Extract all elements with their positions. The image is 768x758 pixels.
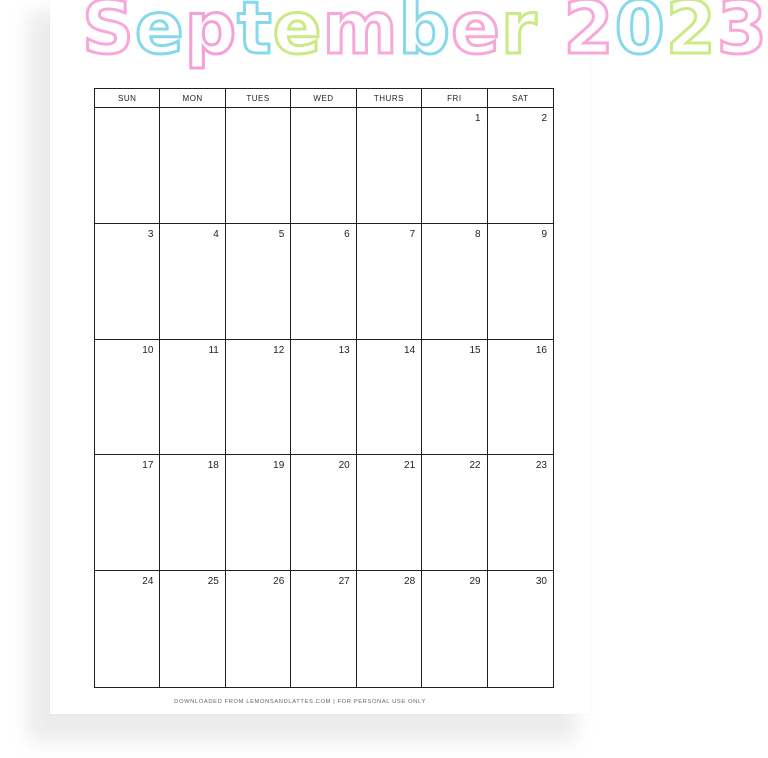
calendar-day-cell [226,108,291,224]
day-number: 8 [475,228,481,240]
day-number: 5 [278,228,285,240]
day-number: 26 [273,576,285,588]
calendar-day-cell [160,571,225,687]
calendar-day-cell [226,224,291,340]
title-letter: 0 [614,0,666,70]
calendar-day-cell [291,571,356,687]
calendar-day-cell [226,340,291,456]
day-number: 20 [338,460,350,472]
day-number: 6 [344,228,350,240]
calendar-day-cell [422,455,487,571]
calendar-day-cell [357,455,422,571]
calendar-day-cell [422,108,487,224]
calendar-day-cell [291,224,356,340]
day-number: 16 [535,344,547,356]
title-letter: 2 [665,0,717,70]
calendar-day-cell [488,455,553,571]
title-letter: e [272,0,323,70]
title-letter: m [322,0,399,70]
day-number: 2 [541,113,547,124]
calendar-day-cell [291,340,356,456]
day-number: 30 [535,576,547,588]
day-number: 22 [469,460,481,472]
day-number: 4 [213,228,219,240]
day-number: 7 [409,228,416,240]
calendar-day-cell [291,455,356,571]
weekday-header: FRI [422,89,487,108]
calendar-day-cell [160,455,225,571]
title-letter: b [398,0,452,70]
calendar-day-cell [160,108,225,224]
weekday-header: SUN [95,89,160,108]
day-number: 1 [475,113,481,124]
weekday-header: SAT [488,89,553,108]
title-letter: p [184,0,238,70]
calendar-day-cell [95,340,160,456]
calendar-day-cell [95,108,160,224]
calendar-day-cell [488,108,553,224]
day-number: 23 [535,460,547,472]
title-letter: 3 [716,0,768,70]
calendar-day-cell [160,340,225,456]
day-number: 18 [207,460,219,472]
day-number: 24 [142,576,154,588]
calendar-day-cell [357,571,422,687]
calendar-day-cell [422,340,487,456]
calendar-day-cell [226,455,291,571]
calendar-day-cell [422,224,487,340]
day-number: 3 [147,228,154,240]
calendar-grid [94,88,554,688]
calendar-day-cell [95,571,160,687]
weekday-header: MON [160,89,225,108]
calendar-day-cell [357,224,422,340]
calendar-day-cell [160,224,225,340]
day-number: 12 [273,344,285,356]
title-letter: t [237,0,273,70]
day-number: 9 [541,228,547,240]
day-number: 28 [404,576,416,588]
day-number: 27 [338,576,350,588]
weekday-header: WED [291,89,356,108]
page-title [82,0,768,84]
title-letter: 2 [563,0,615,70]
calendar-day-cell [488,340,553,456]
day-number: 25 [207,576,219,588]
title-space [537,0,563,64]
calendar-day-cell [95,224,160,340]
day-number: 15 [469,344,481,356]
day-number: 29 [469,576,481,588]
calendar-day-cell [357,340,422,456]
title-letter: r [500,0,538,70]
day-number: 11 [208,344,219,356]
calendar-day-cell [488,224,553,340]
calendar-day-cell [95,455,160,571]
footer-note: DOWNLOADED FROM LEMONSANDLATTES.COM | FOR PERSONAL USE ONLY [174,699,426,705]
calendar-day-cell [291,108,356,224]
title-letter: S [82,0,135,70]
title-letter: e [451,0,501,70]
day-number: 19 [273,460,285,472]
day-number: 14 [404,344,416,356]
day-number: 13 [338,344,350,356]
day-number: 17 [142,460,154,472]
calendar-day-cell [488,571,553,687]
day-number: 21 [404,460,416,472]
calendar-day-cell [422,571,487,687]
day-number: 10 [142,344,154,356]
weekday-header: TUES [226,89,291,108]
calendar-day-cell [226,571,291,687]
weekday-header: THURS [357,89,422,108]
calendar-day-cell [357,108,422,224]
title-letter: e [134,0,185,70]
